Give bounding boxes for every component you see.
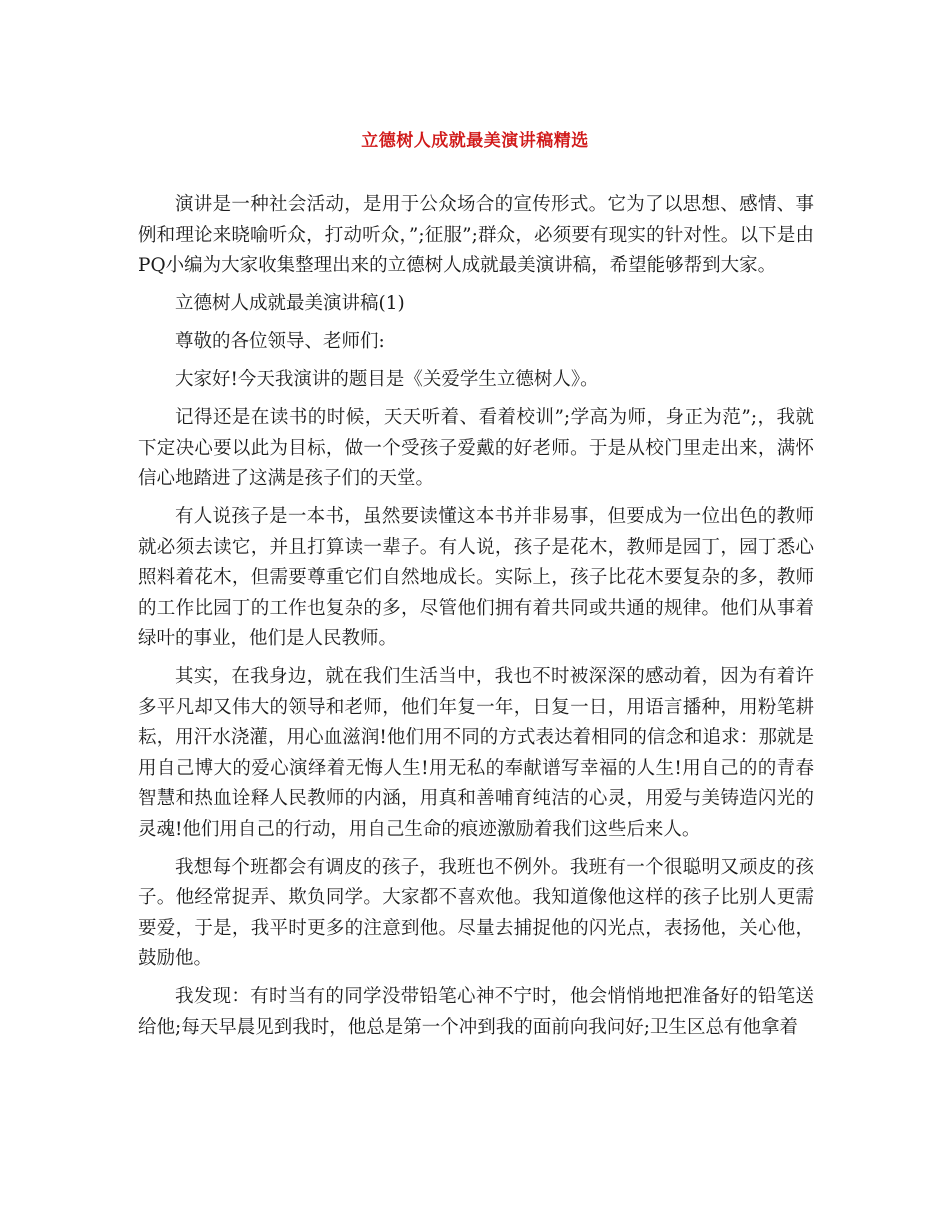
paragraph: 演讲是一种社会活动，是用于公众场合的宣传形式。它为了以思想、感情、事例和理论来晓喻听众，打动听众，”;征服”;群众，必须要有现实的针对性。以下是由PQ小编为大家收集整理出来的立德树人成就最美演讲稿，希望能够帮到大家。 bbox=[138, 194, 814, 276]
paragraph: 大家好!今天我演讲的题目是《关爱学生立德树人》。 bbox=[175, 369, 599, 390]
paragraph: 其实，在我身边，就在我们生活当中，我也不时被深深的感动着，因为有着许多平凡却又伟大的领导和老师，他们年复一年，日复一日，用语言播种，用粉笔耕耘，用汗水浇灌，用心血滋润!他们用不同的方式表达着相同的信念和追求：那就是用自己博大的爱心演绎着无悔人生!用无私的奉献谱写幸福的人生!用自己的的青春智慧和热血诠释人民教师的内涵，用真和善哺育纯洁的心灵，用爱与美铸造闪光的灵魂!他们用自己的行动，用自己生命的痕迹激励着我们这些后来人。 bbox=[138, 666, 814, 840]
paragraph: 记得还是在读书的时候，天天听着、看着校训”;学高为师，身正为范”;，我就下定决心要以此为目标，做一个受孩子爱戴的好老师。于是从校门里走出来，满怀信心地踏进了这满是孩子们的天堂。 bbox=[138, 407, 814, 489]
paragraph: 我想每个班都会有调皮的孩子，我班也不例外。我班有一个很聪明又顽皮的孩子。他经常捉弄、欺负同学。大家都不喜欢他。我知道像他这样的孩子比别人更需要爱，于是，我平时更多的注意到他。尽量去捕捉他的闪光点，表扬他，关心他，鼓励他。 bbox=[138, 856, 814, 969]
paragraph: 立德树人成就最美演讲稿(1) bbox=[175, 293, 405, 314]
document-body bbox=[138, 190, 814, 1051]
paragraph: 尊敬的各位领导、老师们: bbox=[175, 331, 385, 352]
paragraph: 有人说孩子是一本书，虽然要读懂这本书并非易事，但要成为一位出色的教师就必须去读它，并且打算读一辈子。有人说，孩子是花木，教师是园丁，园丁悉心照料着花木，但需要尊重它们自然地成长。实际上，孩子比花木要复杂的多，教师的工作比园丁的工作也复杂的多，尽管他们拥有着共同或共通的规律。他们从事着绿叶的事业，他们是人民教师。 bbox=[138, 506, 814, 649]
document-title: 立德树人成就最美演讲稿精选 bbox=[361, 131, 589, 151]
paragraph: 我发现：有时当有的同学没带铅笔心神不宁时，他会悄悄地把准备好的铅笔送给他;每天早晨见到我时，他总是第一个冲到我的面前向我问好;卫生区总有他拿着 bbox=[138, 986, 814, 1038]
